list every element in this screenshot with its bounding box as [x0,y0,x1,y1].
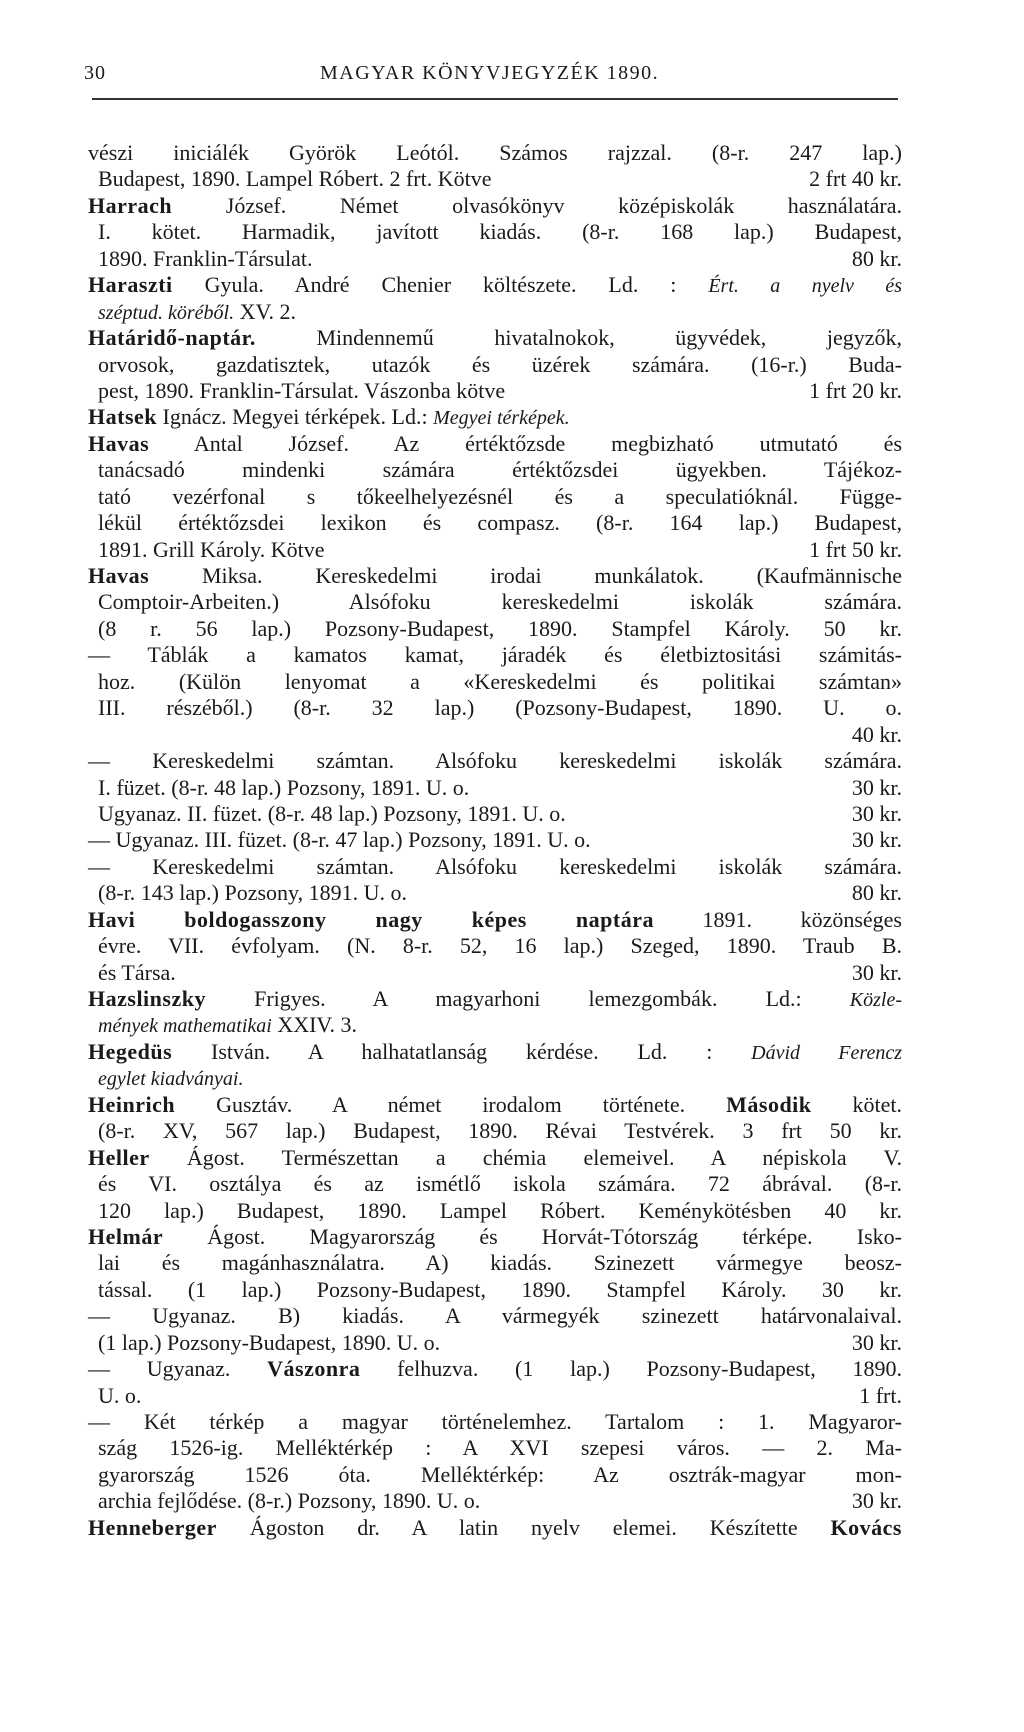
line-text [88,1224,902,1250]
entry-price: 30 kr. [851,774,902,800]
line-text [98,1462,902,1488]
catalogue-body [88,140,902,1541]
entry-price: 40 kr. [851,721,902,747]
catalogue-line [88,1303,902,1329]
line-text [98,1435,902,1461]
line-text [88,1039,902,1066]
entry-text: lékül értéktőzsdei lexikon és compasz. (8-r. 164 lap.) Budapest, [98,510,902,536]
line-text [98,1065,244,1092]
line-text [98,378,505,404]
line-text [88,325,902,351]
entry-text: U. o. [98,1382,142,1408]
line-text [88,1145,902,1171]
entry-text-continued: XV. 2. [234,298,297,324]
catalogue-line [88,933,902,959]
entry-text: Budapest, 1890. Lampel Róbert. 2 frt. Kötve [98,166,492,192]
line-text [98,166,491,192]
catalogue-line [88,827,902,853]
entry-text: gyarország 1526 óta. Melléktérkép: Az osztrák-magyar mon- [98,1461,902,1487]
entry-text: Comptoir-Arbeiten.) Alsófoku kereskedelmi iskolák számára. [98,589,902,615]
entry-text: — Kereskedelmi számtan. Alsófoku kereskedelmi iskolák számára. [88,853,902,879]
entry-text: tató vezérfonal s tőkeelhelyezésnél és a speculatióknál. Függe- [98,483,902,509]
running-head [84,62,900,96]
line-text [98,1277,902,1303]
entry-price: 30 kr. [851,1488,902,1514]
entry-text: József. Német olvasókönyv középiskolák használatára. [172,192,902,218]
entry-text: Ágost. Természettan a chémia elemeivel. A népiskola V. [149,1144,902,1170]
catalogue-line [88,748,902,774]
entry-text-continued: kötet. [811,1091,902,1117]
catalogue-line [88,880,902,906]
entry-text: (8-r. XV, 567 lap.) Budapest, 1890. Révai Testvérek. 3 frt 50 kr. [98,1118,902,1144]
catalogue-line [88,325,902,351]
entry-text: archia fejlődése. (8-r.) Pozsony, 1890. U. o. [98,1488,481,1514]
entry-text: I. kötet. Harmadik, javított kiadás. (8-r. 168 lap.) Budapest, [98,219,902,245]
entry-author: Henneberger [88,1514,217,1540]
entry-text: — Ugyanaz. III. füzet. (8-r. 47 lap.) Pozsony, 1891. U. o. [88,827,591,853]
catalogue-line [88,537,902,563]
entry-author: Hatsek [88,404,157,430]
catalogue-line [88,1383,902,1409]
entry-reference: Dávid Ferencz [751,1041,902,1064]
line-text [98,933,902,959]
entry-text: Miksa. Kereskedelmi irodai munkálatok. (Kaufmännische [149,563,902,588]
line-text [98,589,902,615]
entry-text: Ignácz. Megyei térképek. Ld.: [157,404,434,430]
line-text [98,775,469,801]
catalogue-line [88,1277,902,1303]
entry-text: (8 r. 56 lap.) Pozsony-Budapest, 1890. Stampfel Károly. 50 kr. [98,615,902,641]
catalogue-line [88,510,902,536]
entry-author: Hegedüs [88,1038,173,1064]
entry-text: — Kereskedelmi számtan. Alsófoku kereskedelmi iskolák számára. [88,748,902,774]
entry-text: III. részéből.) (8-r. 32 lap.) (Pozsony-Budapest, 1890. U. o. [98,695,902,721]
entry-author: Harrach [88,192,173,218]
catalogue-line [88,299,902,325]
catalogue-line [88,589,902,615]
entry-reference: mények mathematikai [98,1015,272,1038]
entry-reference: egylet kiadványai. [98,1068,244,1091]
line-text [98,1250,902,1276]
line-text [98,880,407,906]
entry-text: — Ugyanaz. [88,1356,268,1382]
entry-emphasis: Második [726,1091,812,1117]
line-text [88,1356,902,1382]
catalogue-line [88,272,902,298]
entry-text: évre. VII. évfolyam. (N. 8-r. 52, 16 lap.) Szeged, 1890. Traub B. [98,933,902,959]
entry-text: és Társa. [98,959,176,985]
entry-author: Havi boldogasszony nagy képes naptára [88,906,654,932]
entry-price: 1 frt. [859,1382,902,1408]
entry-price: 1 frt 20 kr. [809,377,902,403]
entry-text-continued: felhuzva. (1 lap.) Pozsony-Budapest, 1890. [360,1356,903,1382]
catalogue-line [88,219,902,245]
running-title: MAGYAR KÖNYVJEGYZÉK 1890. [320,62,660,84]
catalogue-line [88,1462,902,1488]
entry-text: 1891. közönséges [653,906,902,932]
entry-price: 1 frt 50 kr. [809,536,902,562]
line-text [88,1303,902,1329]
entry-text: vészi iniciálék Györök Leótól. Számos rajzzal. (8-r. 247 lap.) [88,140,902,165]
line-text [98,484,902,510]
entry-text: — Két térkép a magyar történelemhez. Tartalom : 1. Magyaror- [88,1409,902,1434]
entry-text: (1 lap.) Pozsony-Budapest, 1890. U. o. [98,1329,441,1355]
entry-text: — Táblák a kamatos kamat, járadék és életbiztositási számitás- [88,642,902,668]
entry-text: (8-r. 143 lap.) Pozsony, 1891. U. o. [98,880,407,906]
entry-text: — Ugyanaz. B) kiadás. A vármegyék szinezett határvonalaival. [88,1303,902,1329]
catalogue-line [88,775,902,801]
line-text [98,801,566,827]
entry-author: Helmár [88,1223,164,1249]
catalogue-line [88,960,902,986]
line-text [88,642,902,668]
line-text [88,272,902,299]
line-text [98,219,902,245]
entry-text: lai és magánhasználatra. A) kiadás. Szinezett vármegye beosz- [98,1250,902,1276]
entry-price: 30 kr. [851,827,902,853]
catalogue-line [88,854,902,880]
catalogue-line [88,642,902,668]
line-text [98,1488,480,1514]
entry-text: I. füzet. (8-r. 48 lap.) Pozsony, 1891. U. o. [98,774,470,800]
entry-price: 80 kr. [851,880,902,906]
entry-reference: Megyei térképek. [433,407,570,430]
entry-price: 80 kr. [851,245,902,271]
line-text [98,1330,440,1356]
catalogue-line [88,1039,902,1065]
entry-author: Határidő-naptár. [88,325,256,351]
catalogue-line [88,1118,902,1144]
entry-text: tanácsadó mindenki számára értéktőzsdei ügyekben. Tájékoz- [98,457,902,483]
catalogue-line [88,352,902,378]
entry-emphasis: Kovács [830,1514,902,1540]
entry-text: Gusztáv. A német irodalom története. [175,1091,727,1117]
line-text [98,299,296,326]
entry-text: Ágoston dr. A latin nyelv elemei. Készítette [216,1514,831,1540]
line-text [98,352,902,378]
catalogue-line [88,140,902,166]
catalogue-line [88,1409,902,1435]
entry-author: Havas [88,430,150,456]
catalogue-line [88,457,902,483]
line-text [98,457,902,483]
catalogue-line [88,722,902,748]
line-text [98,960,176,986]
entry-price: 30 kr. [851,1329,902,1355]
catalogue-line [88,378,902,404]
page-number: 30 [84,62,106,84]
entry-text: 1891. Grill Károly. Kötve [98,536,325,562]
catalogue-line [88,1092,902,1118]
catalogue-line [88,1356,902,1382]
line-text [88,827,591,853]
line-text [88,1409,902,1435]
line-text [88,854,902,880]
catalogue-line [88,1330,902,1356]
entry-text: Gyula. André Chenier költészete. Ld. : [172,272,709,298]
line-text [88,563,902,589]
entry-reference: Közle- [849,989,902,1011]
entry-text: Antal József. Az értéktőzsde megbizható utmutató és [149,430,902,456]
catalogue-line [88,1224,902,1250]
entry-text: orvosok, gazdatisztek, utazók és üzérek számára. (16-r.) Buda- [98,351,902,377]
entry-author: Havas [88,563,150,588]
line-text [98,1171,902,1197]
catalogue-line [88,1171,902,1197]
line-text [88,431,902,457]
entry-author: Heller [88,1144,150,1170]
catalogue-line [88,695,902,721]
catalogue-line [88,1250,902,1276]
catalogue-line [88,1145,902,1171]
catalogue-line [88,563,902,589]
line-text [98,669,902,695]
line-text [98,1012,357,1039]
entry-text: és VI. osztálya és az ismétlő iskola számára. 72 ábrával. (8-r. [98,1171,902,1197]
catalogue-line [88,986,902,1012]
line-text [88,986,902,1013]
entry-text: szág 1526-ig. Melléktérkép : A XVI szepesi város. — 2. Ma- [98,1435,902,1461]
entry-text-continued: XXIV. 3. [271,1012,357,1038]
catalogue-line [88,431,902,457]
line-text [88,140,902,166]
line-text [98,1198,902,1224]
catalogue-line [88,484,902,510]
line-text [98,616,902,642]
catalogue-line [88,669,902,695]
catalogue-line [88,1198,902,1224]
header-rule [92,98,898,100]
entry-price: 30 kr. [851,959,902,985]
entry-author: Hazslinszky [88,986,206,1011]
line-text [98,537,324,563]
catalogue-line [88,246,902,272]
line-text [88,748,902,774]
catalogue-line [88,1065,902,1091]
catalogue-line [88,404,902,430]
entry-text: Ugyanaz. II. füzet. (8-r. 48 lap.) Pozsony, 1891. U. o. [98,800,566,826]
line-text [98,246,312,272]
catalogue-line [88,1488,902,1514]
entry-text: 120 lap.) Budapest, 1890. Lampel Róbert. Keménykötésben 40 kr. [98,1197,902,1223]
entry-text: tással. (1 lap.) Pozsony-Budapest, 1890. Stampfel Károly. 30 kr. [98,1276,902,1302]
line-text [98,695,902,721]
line-text [88,1092,902,1118]
line-text [88,404,570,431]
catalogue-line [88,166,902,192]
entry-text: Ágost. Magyarország és Horvát-Tótország térképe. Isko- [163,1223,902,1249]
catalogue-line [88,1012,902,1038]
entry-text: hoz. (Külön lenyomat a «Kereskedelmi és politikai számtan» [98,668,902,694]
catalogue-line [88,616,902,642]
catalogue-line [88,1435,902,1461]
entry-text: Mindennemű hivatalnokok, ügyvédek, jegyzők, [255,325,902,351]
entry-text: pest, 1890. Franklin-Társulat. Vászonba kötve [98,377,506,403]
line-text [98,510,902,536]
entry-text: István. A halhatatlanság kérdése. Ld. : [172,1038,752,1064]
line-text [98,1383,141,1409]
entry-price: 2 frt 40 kr. [809,166,902,192]
catalogue-line [88,1515,902,1541]
entry-emphasis: Vászonra [267,1356,361,1382]
entry-text: 1890. Franklin-Társulat. [98,245,313,271]
line-text [88,1515,902,1541]
catalogue-line [88,193,902,219]
line-text [88,907,902,933]
entry-price: 30 kr. [851,800,902,826]
entry-author: Heinrich [88,1091,176,1117]
entry-reference: széptud. köréből. [98,301,235,324]
catalogue-line [88,907,902,933]
catalogue-line [88,801,902,827]
line-text [98,1118,902,1144]
entry-reference: Ért. a nyelv és [708,275,902,298]
entry-author: Haraszti [88,272,173,298]
entry-text: Frigyes. A magyarhoni lemezgombák. Ld.: [205,986,850,1011]
line-text [88,193,902,219]
